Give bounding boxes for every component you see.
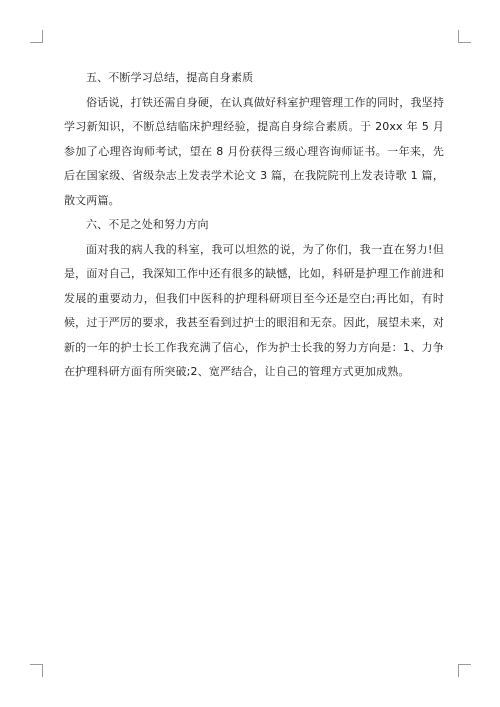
crop-mark-bottom-left (30, 664, 43, 677)
section-5-paragraph: 俗话说，打铁还需自身硬，在认真做好科室护理管理工作的同时，我坚持学习新知识，不断总结临床护理经验，提高自身综合素质。于 20xx 年 5 月参加了心理咨询师考试，望在 8 月份获得三级心理咨询师证书。一年来，先后在国家级、省级杂志上发表学术论文 3 篇，在我院院刊上发表诗歌 1 篇，散文两篇。 (64, 95, 444, 207)
section-5-heading: 五、不断学习总结，提高自身素质 (86, 71, 254, 84)
section-6-paragraph: 面对我的病人我的科室，我可以坦然的说，为了你们，我一直在努力!但是，面对自己，我深知工作中还有很多的缺憾，比如，科研是护理工作前进和发展的重要动力，但我们中医科的护理科研项目至今还是空白;再比如，有时候，过于严厉的要求，我甚至看到过护士的眼泪和无奈。因此，展望未来，对新的一年的护士长工作我充满了信心，作为护士长我的努力方向是：1、力争在护理科研方面有所突破;2、宽严结合，让自己的管理方式更加成熟。 (64, 242, 444, 378)
crop-mark-top-left (30, 30, 43, 43)
crop-mark-bottom-right (458, 664, 471, 677)
crop-mark-top-right (458, 30, 471, 43)
section-6-heading: 六、不足之处和努力方向 (86, 218, 209, 231)
document-body (64, 66, 444, 385)
